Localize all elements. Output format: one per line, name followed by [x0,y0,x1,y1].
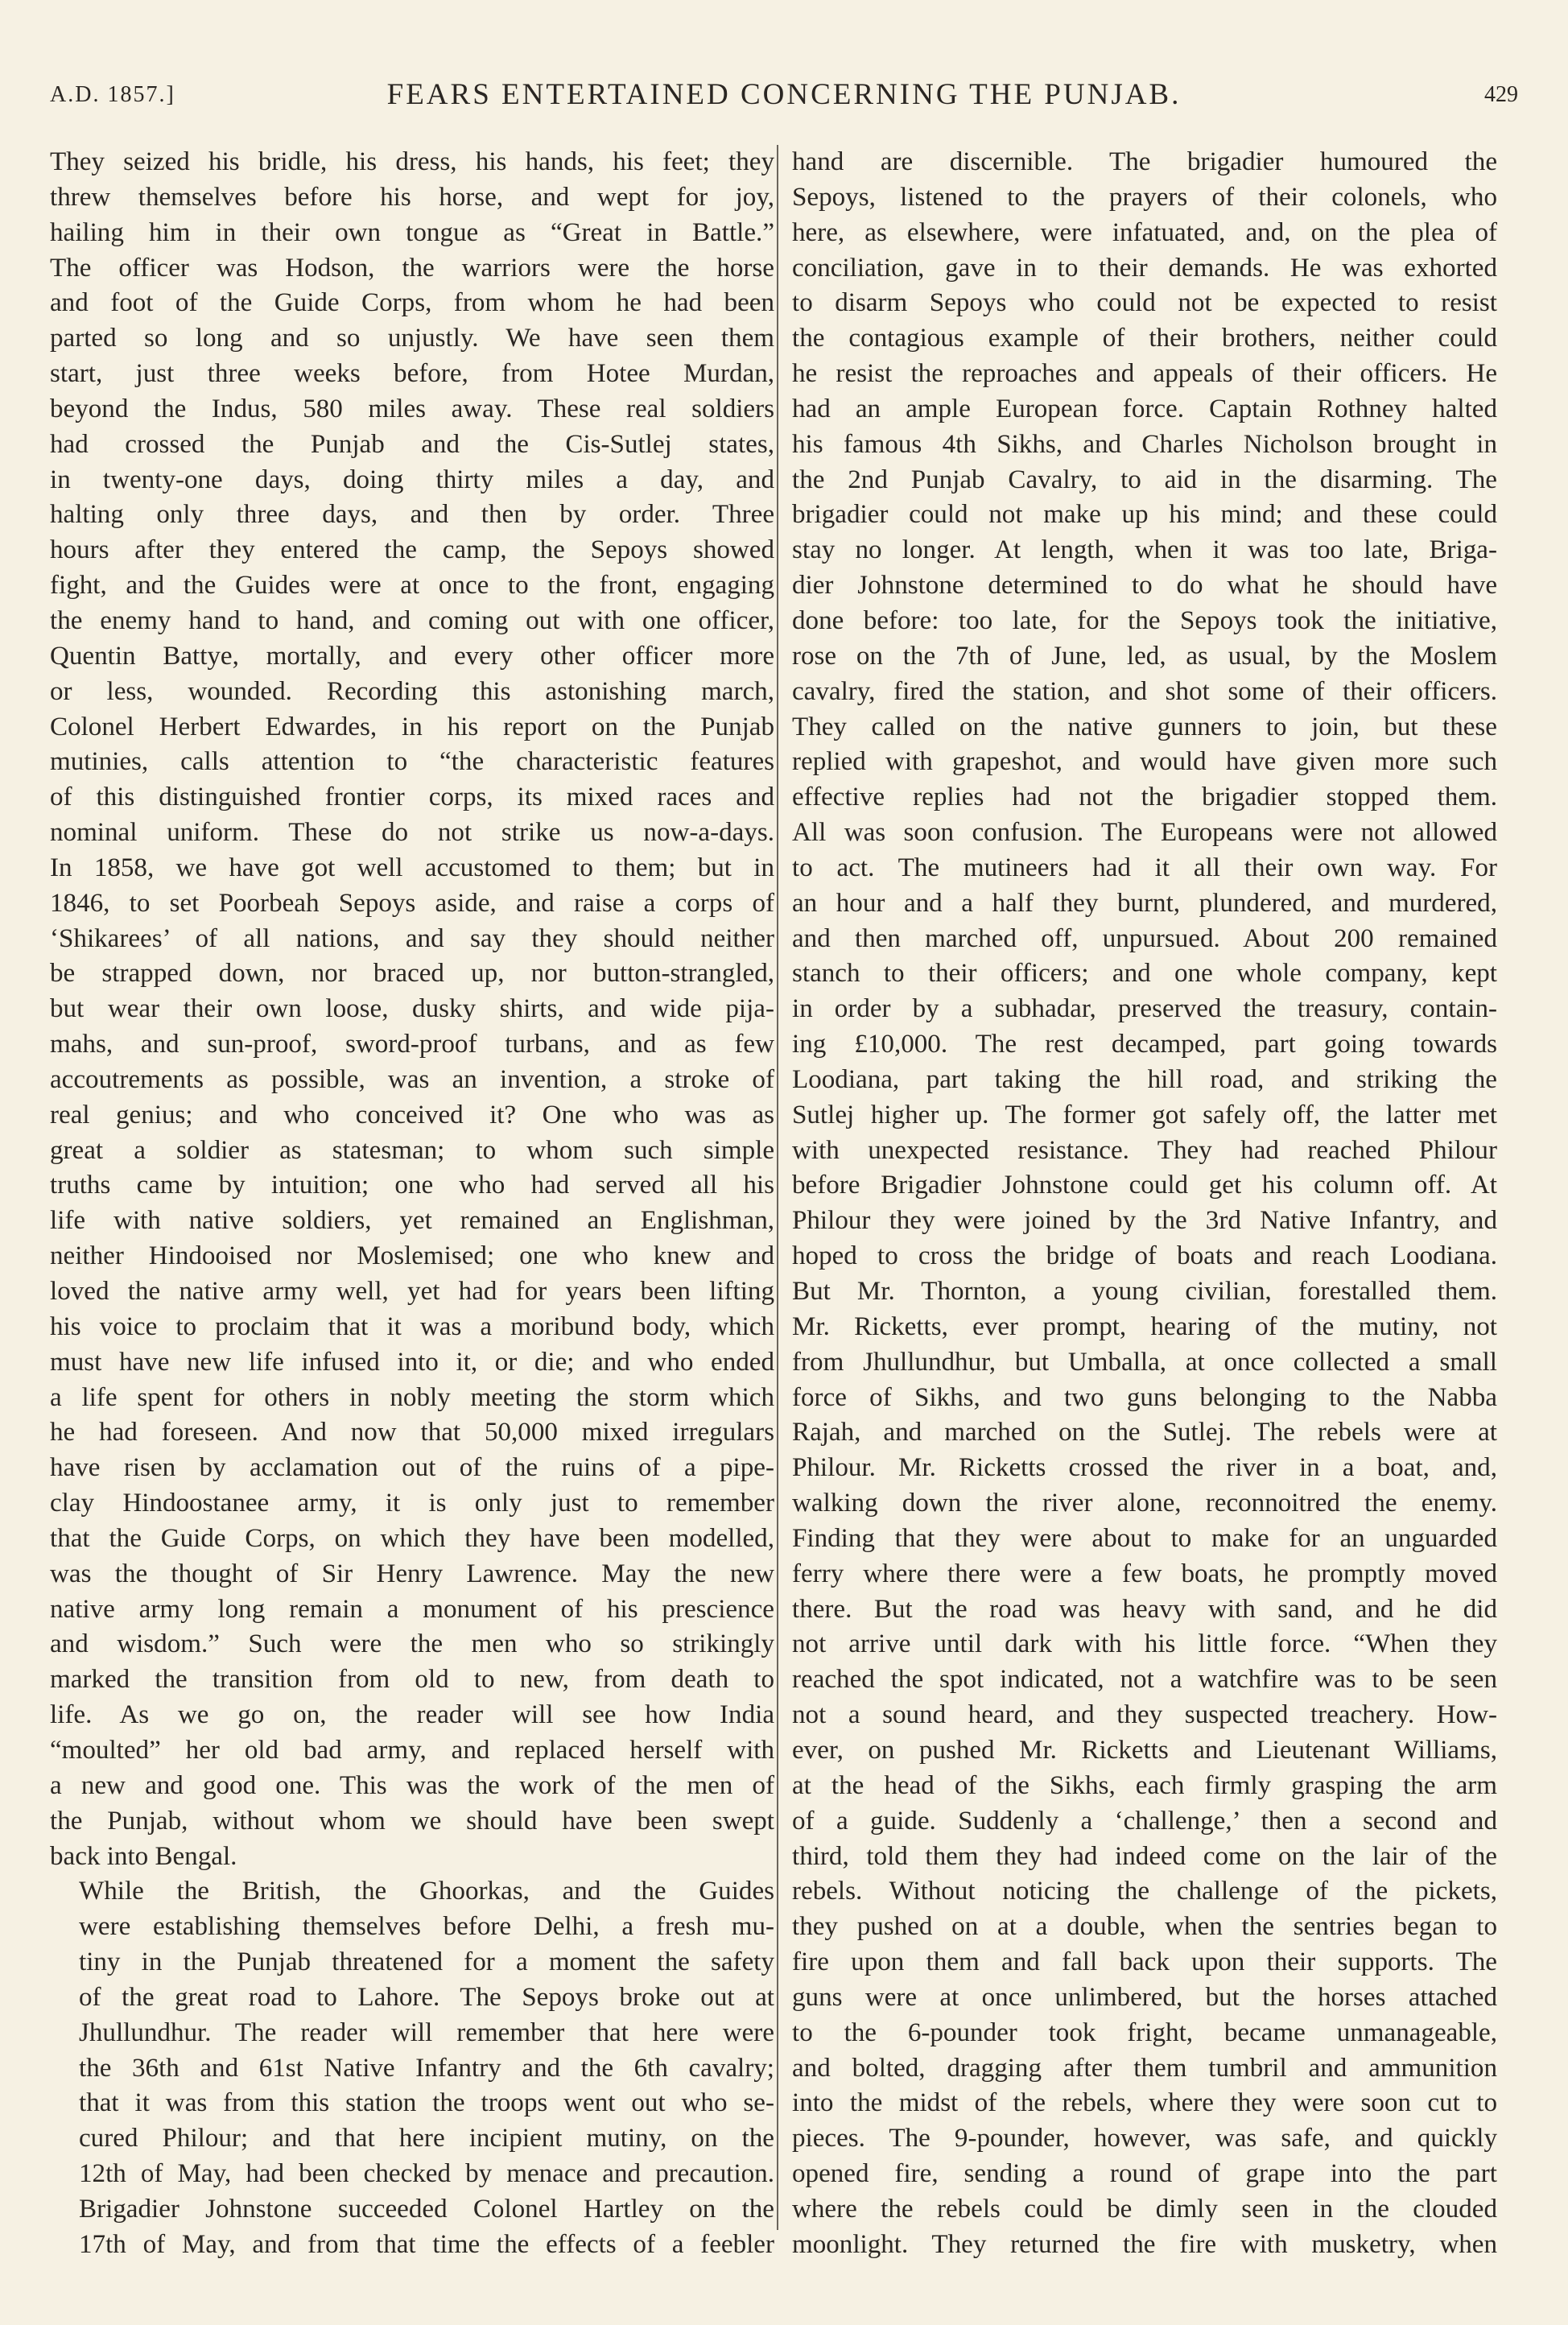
text-line: All was soon confusion. The Europeans were not allowed [792,818,1497,848]
text-line: In 1858, we have got well accustomed to them; but in [50,853,774,882]
text-line: Philour they were joined by the 3rd Native Infantry, and [792,1206,1497,1236]
paragraph-guides [50,145,774,1874]
text-line: hours after they entered the camp, the Sepoys showed [50,535,774,565]
text-line: of a guide. Suddenly a ‘challenge,’ then a second and [792,1806,1497,1836]
text-line: ever, on pushed Mr. Ricketts and Lieutenant Williams, [792,1735,1497,1765]
text-line: great a soldier as statesman; to whom such simple [50,1135,774,1165]
text-line: not a sound heard, and they suspected treachery. How- [792,1700,1497,1730]
text-line: be strapped down, nor braced up, nor button-strangled, [50,959,774,989]
text-line: must have new life infused into it, or die; and who ended [50,1347,774,1377]
paragraph-jhullundhur [50,1874,774,2262]
text-line: life. As we go on, the reader will see how India [50,1700,774,1730]
text-line: third, told them they had indeed come on the lair of the [792,1841,1497,1871]
text-line: Jhullundhur. The reader will remember that here were [79,2017,774,2047]
text-line: had an ample European force. Captain Rothney halted [792,394,1497,423]
text-line: hand are discernible. The brigadier humoured the [792,147,1497,176]
text-line: to the 6-pounder took fright, became unmanageable, [792,2017,1497,2047]
text-line: brigadier could not make up his mind; and these could [792,500,1497,530]
text-line: But Mr. Thornton, a young civilian, forestalled them. [792,1277,1497,1306]
text-line: They called on the native gunners to join, but these [792,712,1497,741]
text-line: Sutlej higher up. The former got safely off, the latter met [792,1100,1497,1129]
text-line: there. But the road was heavy with sand, and he did [792,1594,1497,1624]
text-line: not arrive until dark with his little force. “When they [792,1629,1497,1659]
text-line: to act. The mutineers had it all their own way. For [792,853,1497,882]
text-line: mutinies, calls attention to “the characteristic features [50,747,774,777]
text-line: the contagious example of their brothers, neither could [792,324,1497,353]
text-line: cavalry, fired the station, and shot some of their officers. [792,676,1497,706]
text-line: and then marched off, unpursued. About 200 remained [792,923,1497,953]
text-line: walking down the river alone, reconnoitred the enemy. [792,1489,1497,1518]
text-line: truths came by intuition; one who had served all his [50,1171,774,1200]
text-line: were establishing themselves before Delhi, a fresh mu- [79,1912,774,1942]
text-line: that it was from this station the troops went out who se- [79,2088,774,2118]
text-line: beyond the Indus, 580 miles away. These real soldiers [50,394,774,423]
text-line: stanch to their officers; and one whole company, kept [792,959,1497,989]
text-line: of this distinguished frontier corps, its mixed races and [50,783,774,812]
text-line: in order by a subhadar, preserved the treasury, contain- [792,994,1497,1024]
text-line: pieces. The 9-pounder, however, was safe, and quickly [792,2124,1497,2154]
text-line: ‘Shikarees’ of all nations, and say they should neither [50,923,774,953]
text-line: rebels. Without noticing the challenge of the pickets, [792,1877,1497,1906]
text-line: conciliation, gave in to their demands. He was exhorted [792,253,1497,283]
text-line: replied with grapeshot, and would have given more such [792,747,1497,777]
text-line: they pushed on at a double, when the sentries began to [792,1912,1497,1942]
text-line: 12th of May, had been checked by menace and precaution. [79,2159,774,2189]
page-title: FEARS ENTERTAINED CONCERNING THE PUNJAB. [386,78,1182,111]
text-line: Colonel Herbert Edwardes, in his report on the Punjab [50,712,774,741]
text-line: Philour. Mr. Ricketts crossed the river in a boat, and, [792,1453,1497,1483]
text-line: the 2nd Punjab Cavalry, to aid in the disarming. The [792,465,1497,494]
text-line: his famous 4th Sikhs, and Charles Nicholson brought in [792,429,1497,459]
text-line: Finding that they were about to make for an unguarded [792,1523,1497,1553]
text-line: tiny in the Punjab threatened for a moment the safety [79,1947,774,1977]
text-line: Sepoys, listened to the prayers of their colonels, who [792,182,1497,212]
text-line: back into Bengal. [50,1841,237,1871]
paragraph-continued [792,145,1497,2263]
text-line: life with native soldiers, yet remained an Englishman, [50,1206,774,1236]
text-line: rose on the 7th of June, led, as usual, by the Moslem [792,641,1497,671]
text-line: accoutrements as possible, was an invention, a stroke of [50,1064,774,1094]
text-line: 17th of May, and from that time the effects of a feebler [79,2229,774,2259]
text-line: that the Guide Corps, on which they have been modelled, [50,1523,774,1553]
text-line: While the British, the Ghoorkas, and the Guides [79,1877,774,1906]
left-column [50,145,774,2259]
text-line: and wisdom.” Such were the men who so strikingly [50,1629,774,1659]
text-line: dier Johnstone determined to do what he should have [792,571,1497,601]
text-line: opened fire, sending a round of grape into the part [792,2159,1497,2189]
text-line: before Brigadier Johnstone could get his column off. At [792,1171,1497,1200]
text-line: where the rebels could be dimly seen in the clouded [792,2194,1497,2224]
header-date: A.D. 1857.] [50,82,175,107]
text-line: cured Philour; and that here incipient mutiny, on the [79,2124,774,2154]
text-line: guns were at once unlimbered, but the horses attached [792,1982,1497,2012]
text-line: was the thought of Sir Henry Lawrence. May the new [50,1559,774,1588]
text-line: in twenty-one days, doing thirty miles a day, and [50,465,774,494]
text-line: but wear their own loose, dusky shirts, and wide pija- [50,994,774,1024]
text-line: reached the spot indicated, not a watchfire was to be seen [792,1665,1497,1695]
text-line: had crossed the Punjab and the Cis-Sutlej states, [50,429,774,459]
text-line: Rajah, and marched on the Sutlej. The rebels were at [792,1418,1497,1447]
text-line: at the head of the Sikhs, each firmly grasping the arm [792,1770,1497,1800]
text-line: done before: too late, for the Sepoys took the initiative, [792,605,1497,635]
text-line: hailing him in their own tongue as “Great in Battle.” [50,217,774,247]
text-line: with unexpected resistance. They had reached Philour [792,1135,1497,1165]
text-line: or less, wounded. Recording this astonishing march, [50,676,774,706]
text-line: into the midst of the rebels, where they were soon cut to [792,2088,1497,2118]
text-line: The officer was Hodson, the warriors were the horse [50,253,774,283]
text-line: the 36th and 61st Native Infantry and the 6th cavalry; [79,2053,774,2083]
text-line: Quentin Battye, mortally, and every other officer more [50,641,774,671]
text-line: fire upon them and fall back upon their supports. The [792,1947,1497,1977]
text-line: mahs, and sun-proof, sword-proof turbans, and as few [50,1030,774,1059]
page-number: 429 [1484,82,1518,107]
text-line: and bolted, dragging after them tumbril and ammunition [792,2053,1497,2083]
running-head [50,77,1518,118]
text-line: a life spent for others in nobly meeting the storm which [50,1382,774,1412]
text-line: he resist the reproaches and appeals of their officers. He [792,359,1497,389]
text-line: parted so long and so unjustly. We have seen them [50,324,774,353]
text-line: the enemy hand to hand, and coming out with one officer, [50,605,774,635]
text-line: stay no longer. At length, when it was too late, Briga- [792,535,1497,565]
text-line: threw themselves before his horse, and wept for joy, [50,182,774,212]
text-line: Mr. Ricketts, ever prompt, hearing of the mutiny, not [792,1311,1497,1341]
text-line: he had foreseen. And now that 50,000 mixed irregulars [50,1418,774,1447]
text-line: start, just three weeks before, from Hotee Murdan, [50,359,774,389]
text-line: 1846, to set Poorbeah Sepoys aside, and raise a corps of [50,888,774,918]
text-line: marked the transition from old to new, from death to [50,1665,774,1695]
text-line: halting only three days, and then by order. Three [50,500,774,530]
text-line: hoped to cross the bridge of boats and reach Loodiana. [792,1241,1497,1271]
text-line: nominal uniform. These do not strike us now-a-days. [50,818,774,848]
text-line: a new and good one. This was the work of the men of [50,1770,774,1800]
text-line: loved the native army well, yet had for years been lifting [50,1277,774,1306]
text-line: effective replies had not the brigadier stopped them. [792,783,1497,812]
text-line: Loodiana, part taking the hill road, and striking the [792,1064,1497,1094]
text-line: moonlight. They returned the fire with musketry, when [792,2229,1497,2259]
text-line: “moulted” her old bad army, and replaced herself with [50,1735,774,1765]
text-line: clay Hindoostanee army, it is only just to remember [50,1489,774,1518]
text-line: here, as elsewhere, were infatuated, and, on the plea of [792,217,1497,247]
column-divider [777,145,778,2230]
text-line: fight, and the Guides were at once to the front, engaging [50,571,774,601]
text-line: force of Sikhs, and two guns belonging to the Nabba [792,1382,1497,1412]
text-line: the Punjab, without whom we should have been swept [50,1806,774,1836]
text-line: and foot of the Guide Corps, from whom he had been [50,288,774,318]
text-line: an hour and a half they burnt, plundered, and murdered, [792,888,1497,918]
text-line: Brigadier Johnstone succeeded Colonel Hartley on the [79,2194,774,2224]
text-line: of the great road to Lahore. The Sepoys broke out at [79,1982,774,2012]
text-line: neither Hindooised nor Moslemised; one who knew and [50,1241,774,1271]
text-line: to disarm Sepoys who could not be expected to resist [792,288,1497,318]
text-line: have risen by acclamation out of the ruins of a pipe- [50,1453,774,1483]
text-line: native army long remain a monument of his prescience [50,1594,774,1624]
text-line: ing £10,000. The rest decamped, part going towards [792,1030,1497,1059]
text-line: real genius; and who conceived it? One who was as [50,1100,774,1129]
text-line: his voice to proclaim that it was a moribund body, which [50,1311,774,1341]
text-line: ferry where there were a few boats, he promptly moved [792,1559,1497,1588]
text-line: from Jhullundhur, but Umballa, at once collected a small [792,1347,1497,1377]
right-column [792,145,1497,2259]
text-line: They seized his bridle, his dress, his hands, his feet; they [50,147,774,176]
